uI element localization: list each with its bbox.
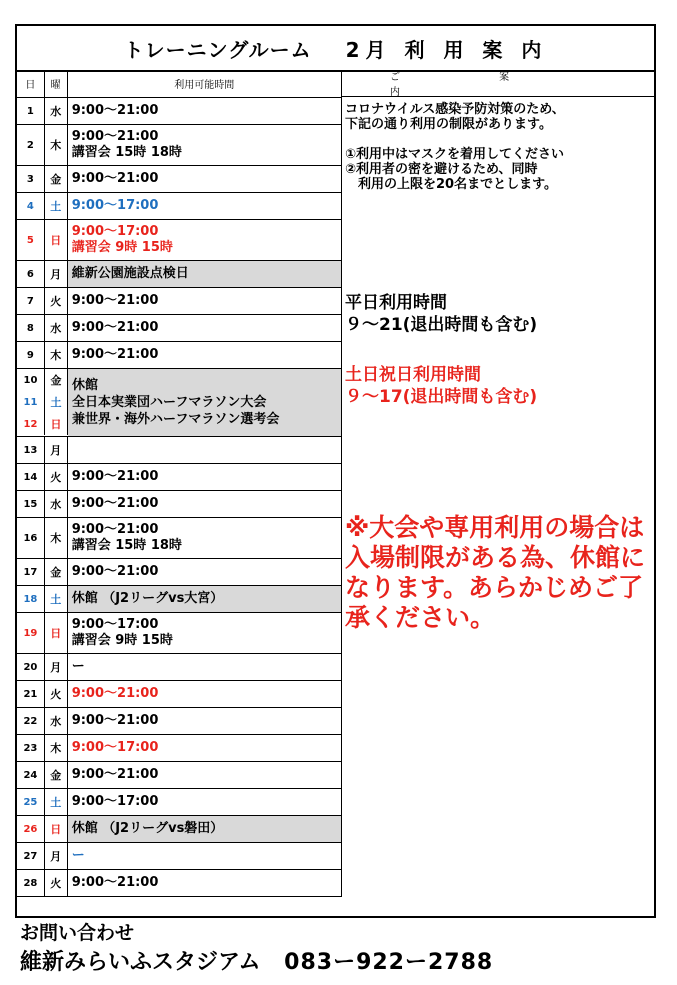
weekday-cell: 月 [45,261,68,287]
table-row [17,870,342,897]
day-cell: 15 [17,491,45,517]
header-weekday: 曜 [45,70,68,97]
weekday-cell: 木 [45,342,68,368]
weekday-cell: 金 [45,166,68,192]
day-cell: 21 [17,681,45,707]
hours-line: 休館 （J2リーグvs大宮） [71,591,224,606]
day-cell: 3 [17,166,45,192]
table-row [17,735,342,762]
day-cell: 18 [17,586,45,612]
weekday-cell: 土 [45,391,68,413]
day-cell: 20 [17,654,45,680]
table-row [17,762,342,789]
notice-text [345,102,565,192]
notice-line [345,132,565,147]
hours-cell [68,843,342,869]
weekday-cell: 水 [45,315,68,341]
weekday-cell: 月 [45,437,68,463]
table-row [17,98,342,125]
hours-cell [68,816,342,842]
table-row-merged [17,369,342,437]
table-row [17,166,342,193]
table-row [17,193,342,220]
hours-line: 9:00～21:00 [71,103,159,118]
page-title [17,26,654,72]
weekend-hours [345,364,537,408]
hours-line: 講習会 9時 15時 [71,240,173,255]
notice-line: 下記の通り利用の制限があります。 [345,117,552,132]
day-cell: 1 [17,98,45,124]
day-cell: 2 [17,125,45,165]
day-cell: 7 [17,288,45,314]
weekday-cell: 金 [45,369,68,391]
table-row [17,654,342,681]
weekday-hours [345,292,537,336]
hours-line: ー [71,848,85,863]
hours-line: 9:00～17:00 [71,794,159,809]
weekday-hours-value: ９～21(退出時間も含む) [345,315,538,335]
notice-line: ②利用者の密を避けるため、同時 [345,162,538,177]
day-cell: 5 [17,220,45,260]
table-row [17,559,342,586]
weekday-cell: 日 [45,413,68,435]
weekend-hours-value: ９～17(退出時間も含む) [345,387,538,407]
contact-phone: 083ー922ー2788 [284,950,494,975]
table-row [17,464,342,491]
schedule-frame [15,24,656,918]
table-row [17,261,342,288]
day-cell: 6 [17,261,45,287]
schedule-table [17,70,342,897]
weekday-cell: 火 [45,681,68,707]
contact-label: お問い合わせ [20,922,135,944]
table-row [17,342,342,369]
day-cell: 19 [17,613,45,653]
table-row [17,315,342,342]
hours-cell [68,654,342,680]
hours-line: 9:00～21:00 [71,686,159,701]
hours-cell [68,762,342,788]
table-row [17,843,342,870]
day-cell: 22 [17,708,45,734]
day-cell: 13 [17,437,45,463]
hours-line: 全日本実業団ハーフマラソン大会 [72,395,267,410]
hours-line: 9:00～21:00 [71,767,159,782]
weekday-cell: 金 [45,762,68,788]
table-row [17,681,342,708]
table-row [17,437,342,464]
hours-cell [68,559,342,585]
merged-weekday-column [45,369,68,436]
table-row [17,288,342,315]
hours-cell [68,735,342,761]
weekday-cell: 月 [45,843,68,869]
weekday-cell: 月 [45,654,68,680]
contact-line [20,945,493,976]
weekday-cell: 水 [45,708,68,734]
hours-line: 9:00～21:00 [71,875,159,890]
hours-cell [68,518,342,558]
hours-cell [68,681,342,707]
hours-line: ー [71,659,85,674]
hours-cell [68,220,342,260]
hours-line: 9:00～17:00 [71,198,159,213]
contact-venue: 維新みらいふスタジアム [20,950,261,975]
hours-line: 休館 （J2リーグvs磐田） [71,821,224,836]
hours-cell [68,125,342,165]
weekday-cell: 火 [45,870,68,896]
hours-line: 9:00～21:00 [71,293,159,308]
day-cell: 27 [17,843,45,869]
hours-line: 9:00～21:00 [71,713,159,728]
hours-cell [68,342,342,368]
weekday-cell: 日 [45,816,68,842]
hours-cell [68,437,342,463]
day-cell: 24 [17,762,45,788]
hours-line: 休館 [72,378,99,393]
day-cell: 12 [17,413,45,435]
table-row [17,586,342,613]
hours-cell [68,193,342,219]
weekday-cell: 日 [45,220,68,260]
table-row [17,518,342,559]
day-cell: 8 [17,315,45,341]
day-cell: 14 [17,464,45,490]
hours-line: 9:00～21:00 [71,171,159,186]
title-main: トレーニングルーム [123,37,312,62]
hours-cell [68,315,342,341]
table-row [17,816,342,843]
hours-line: 兼世界・海外ハーフマラソン選考会 [72,412,280,427]
table-row [17,125,342,166]
weekday-cell: 火 [45,464,68,490]
hours-line: 9:00～21:00 [71,522,159,537]
weekday-cell: 土 [45,586,68,612]
table-row [17,789,342,816]
hours-line: 9:00～21:00 [71,564,159,579]
hours-line: 9:00～21:00 [71,469,159,484]
hours-cell [68,166,342,192]
day-cell: 10 [17,369,45,391]
table-body [17,98,342,897]
hours-cell [68,586,342,612]
hours-line: 9:00～21:00 [71,320,159,335]
hours-line: 9:00～21:00 [71,129,159,144]
hours-cell [68,789,342,815]
hours-cell [68,491,342,517]
day-cell: 11 [17,391,45,413]
weekday-cell: 木 [45,125,68,165]
table-row [17,220,342,261]
hours-cell [68,369,342,436]
header-hours: 利用可能時間 [68,70,342,97]
weekday-cell: 金 [45,559,68,585]
hours-line: 講習会 15時 18時 [71,538,182,553]
weekday-cell: 水 [45,98,68,124]
day-cell: 4 [17,193,45,219]
table-row [17,613,342,654]
hours-cell [68,870,342,896]
weekday-cell: 木 [45,735,68,761]
merged-day-column [17,369,45,436]
notice-line: ①利用中はマスクを着用してください [345,147,565,162]
header-day: 日 [17,70,45,97]
table-row [17,491,342,518]
hours-cell [68,708,342,734]
table-header [17,70,342,98]
table-row [17,708,342,735]
hours-cell [68,261,342,287]
weekday-cell: 火 [45,288,68,314]
hours-line: 9:00～17:00 [71,617,159,632]
notice-line: 利用の上限を20名までとします。 [345,177,558,192]
weekday-cell: 土 [45,193,68,219]
hours-line: 講習会 15時 18時 [71,145,182,160]
weekday-hours-title: 平日利用時間 [345,293,447,313]
title-month: 2月 利 用 案 内 [345,37,548,62]
day-cell: 9 [17,342,45,368]
day-cell: 16 [17,518,45,558]
hours-cell [68,613,342,653]
weekday-cell: 木 [45,518,68,558]
hours-line: 9:00～21:00 [71,496,159,511]
header-info: ご 案 内 [342,70,654,97]
hours-line: 9:00～21:00 [71,347,159,362]
hours-cell [68,98,342,124]
hours-line: 9:00～17:00 [71,740,159,755]
day-cell: 25 [17,789,45,815]
day-cell: 23 [17,735,45,761]
weekday-cell: 水 [45,491,68,517]
weekday-cell: 土 [45,789,68,815]
day-cell: 17 [17,559,45,585]
day-cell: 26 [17,816,45,842]
hours-line: 9:00～17:00 [71,224,159,239]
hours-line: 維新公園施設点検日 [71,266,189,281]
hours-cell [68,288,342,314]
weekday-cell: 日 [45,613,68,653]
hours-cell [68,464,342,490]
notice-line: コロナウイルス感染予防対策のため、 [345,102,565,117]
hours-line: 講習会 9時 15時 [71,633,173,648]
weekend-hours-title: 土日祝日利用時間 [345,365,481,385]
closure-warning: ※大会や専用利用の場合は入場制限がある為、休館になります。あらかじめご了承ください。 [345,513,646,632]
day-cell: 28 [17,870,45,896]
